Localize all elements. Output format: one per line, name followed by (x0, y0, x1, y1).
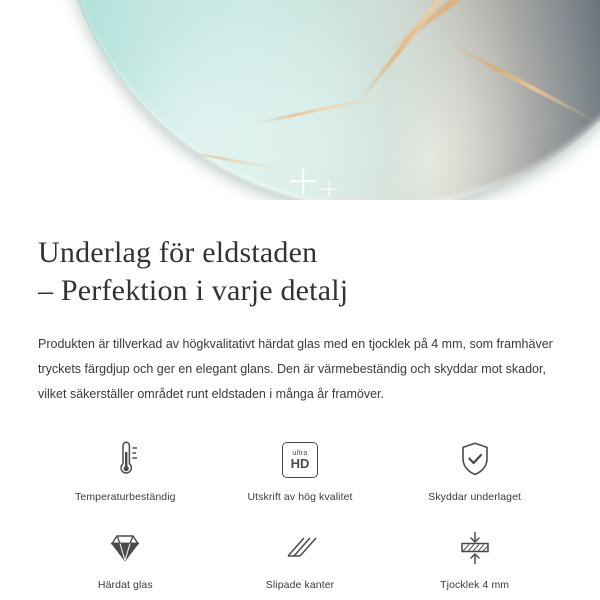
feature-item-temperature (38, 437, 213, 503)
feature-item-tempered-glass (38, 525, 213, 591)
ultra-hd-badge-top: ultra (292, 449, 308, 457)
shield-check-icon (458, 437, 492, 483)
hero-image-region (0, 0, 600, 200)
polished-edges-icon (283, 525, 317, 571)
feature-label: Utskrift av hög kvalitet (247, 491, 353, 503)
feature-label: Temperaturbeständig (75, 491, 176, 503)
feature-item-polished-edges (213, 525, 388, 591)
feature-label: Tjocklek 4 mm (440, 579, 510, 591)
text-content (0, 234, 600, 591)
feature-label: Slipade kanter (265, 579, 335, 591)
feature-label: Härdat glas (97, 579, 153, 591)
feature-item-print-quality (213, 437, 388, 503)
thermometer-icon (110, 437, 140, 483)
thickness-arrows-icon (458, 525, 492, 571)
ultra-hd-icon (282, 437, 318, 483)
page-title (38, 234, 562, 310)
feature-grid (38, 437, 562, 591)
diamond-icon (106, 525, 144, 571)
page-title-line-1: Underlag för eldstaden (38, 236, 318, 269)
feature-label: Skyddar underlaget (428, 491, 522, 503)
feature-item-thickness (387, 525, 562, 591)
decorative-marble-disc-image (58, 0, 600, 200)
feature-item-surface-protection (387, 437, 562, 503)
product-description-paragraph: Produkten är tillverkad av högkvalitativt härdat glas med en tjocklek på 4 mm, som framhäver tryckets färgdjup och ger en elegant glans. Den är värmebeständig och skyddar mot skador, vilket säkerställer området runt eldstaden i många år framöver. (38, 337, 553, 401)
page-title-line-2: – Perfektion i varje detalj (38, 274, 349, 307)
ultra-hd-badge-bottom: HD (290, 455, 310, 471)
